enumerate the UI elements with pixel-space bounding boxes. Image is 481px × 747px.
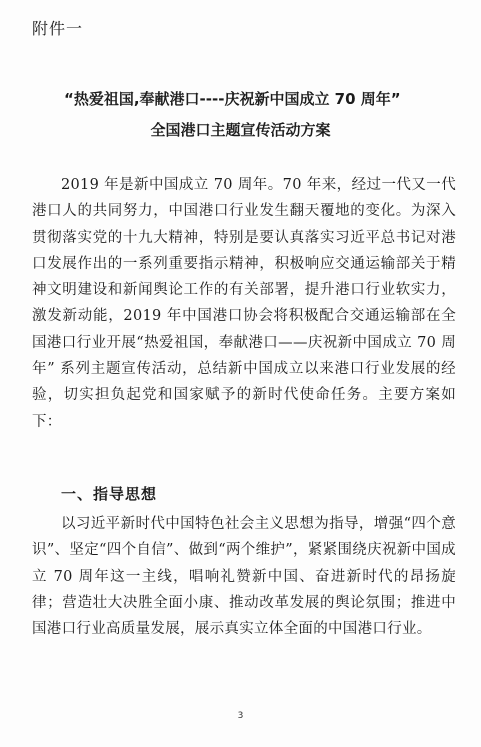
section-heading: 一、指导思想	[61, 485, 158, 503]
attachment-label: 附件一	[32, 19, 84, 38]
document-subtitle: 全国港口主题宣传活动方案	[150, 121, 331, 139]
page-number: 3	[237, 711, 244, 721]
document-title: “热爱祖国,奉献港口----庆祝新中国成立 70 周年”	[64, 90, 401, 108]
guiding-principle-paragraph: 以习近平新时代中国特色社会主义思想为指导，增强“四个意识”、坚定“四个自信”、做到“两个维护”，紧紧围绕庆祝新中国成立 70 周年这一主线，唱响礼赞新中国、奋进新时代的昂扬旋律；营造壮大决胜全面小康、推动改革发展的舆论氛围；推进中国港口行业高质量发展，展示真实立体全面的中国港口行业。	[32, 516, 456, 638]
intro-paragraph: 2019 年是新中国成立 70 周年。70 年来，经过一代又一代港口人的共同努力，中国港口行业发生翻天覆地的变化。为深入贯彻落实党的十九大精神，特别是要认真落实习近平总书记对港口发展作出的一系列重要指示精神，积极响应交通运输部关于精神文明建设和新闻舆论工作的有关部署，提升港口行业软实力，激发新动能，2019 年中国港口协会将积极配合交通运输部在全国港口行业开展“热爱祖国，奉献港口——庆祝新中国成立 70 周年” 系列主题宣传活动，总结新中国成立以来港口行业发展的经验，切实担负起党和国家赋予的新时代使命任务。主要方案如下：	[32, 177, 456, 430]
